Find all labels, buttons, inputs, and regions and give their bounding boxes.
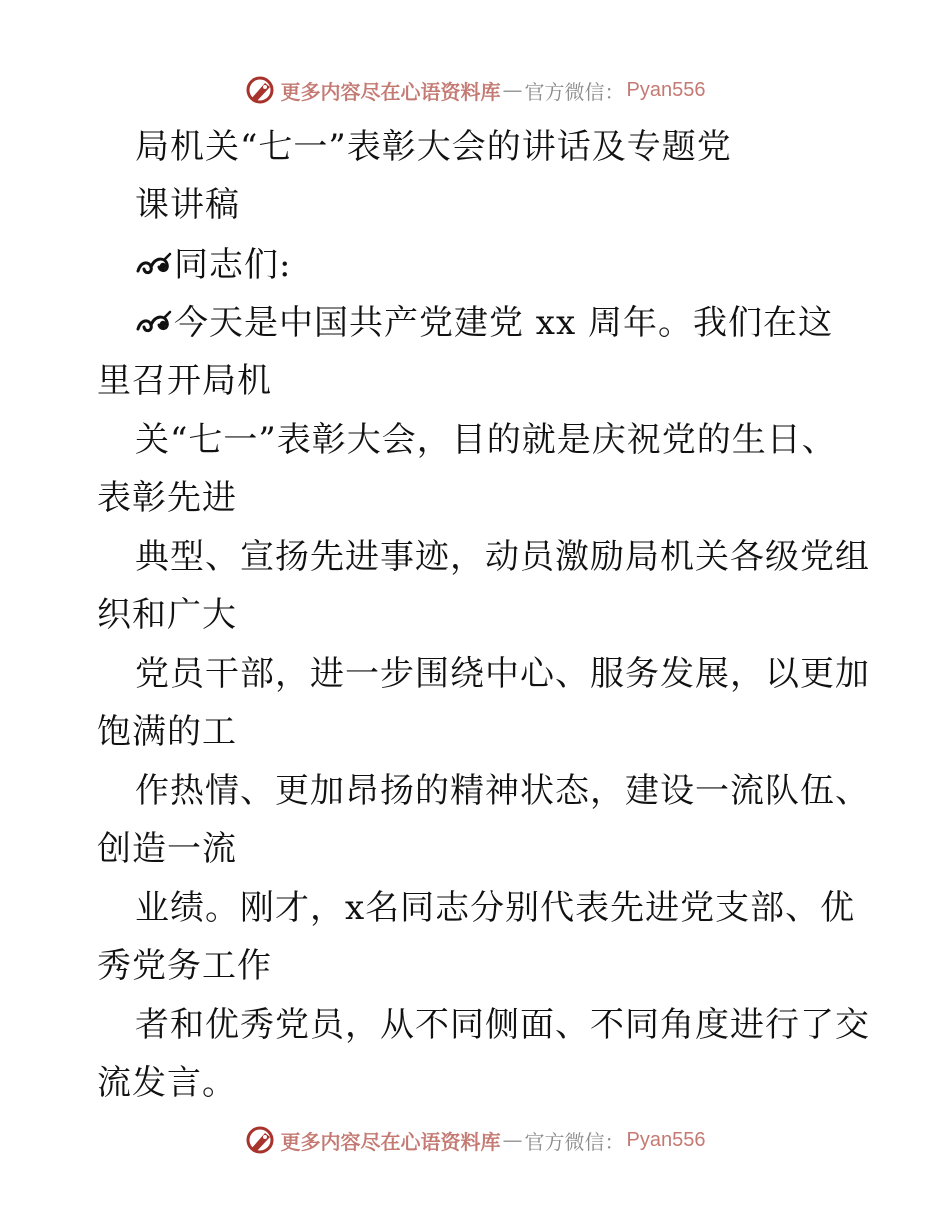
body-line-7: 党员干部，进一步围绕中心、服务发展，以更加	[135, 654, 870, 694]
document-title-line-1: 局机关“七一”表彰大会的讲话及专题党	[135, 127, 732, 167]
body-line-11: 业绩。刚才，x名同志分别代表先进党支部、优	[135, 888, 856, 928]
header-banner	[0, 73, 950, 107]
document-title-line-2: 课讲稿	[135, 185, 240, 225]
body-line-8: 饱满的工	[97, 712, 237, 752]
floral-bullet-icon	[135, 307, 173, 337]
salutation-line	[135, 245, 291, 285]
footer-banner	[0, 1123, 950, 1157]
body-line-3: 关“七一”表彰大会，目的就是庆祝党的生日、	[135, 420, 837, 460]
header-wechat-label: 官方微信：	[524, 79, 625, 104]
header-dash: —	[502, 78, 523, 102]
body-line-1	[135, 303, 833, 343]
body-line-4: 表彰先进	[97, 478, 237, 518]
body-line-5: 典型、宣扬先进事迹，动员激励局机关各级党组	[135, 537, 870, 577]
salutation-text: 同志们:	[174, 245, 292, 285]
footer-dash: —	[502, 1128, 523, 1152]
pen-nib-circle-icon	[245, 75, 275, 105]
body-line-text: 今天是中国共产党建党 xx 周年。我们在这	[174, 303, 833, 343]
body-line-12: 秀党务工作	[97, 946, 272, 986]
header-brand-text: 更多内容尽在心语资料库	[280, 79, 501, 104]
header-account: Pyan556	[626, 78, 706, 101]
footer-wechat-label: 官方微信：	[524, 1129, 625, 1154]
body-line-14: 流发言。	[97, 1063, 237, 1103]
body-line-13: 者和优秀党员，从不同侧面、不同角度进行了交	[135, 1005, 870, 1045]
body-line-2: 里召开局机	[97, 361, 272, 401]
footer-account: Pyan556	[626, 1128, 706, 1151]
body-line-9: 作热情、更加昂扬的精神状态，建设一流队伍、	[135, 771, 870, 811]
floral-bullet-icon	[135, 249, 173, 279]
body-line-10: 创造一流	[97, 829, 237, 869]
body-line-6: 织和广大	[97, 595, 237, 635]
footer-brand-text: 更多内容尽在心语资料库	[280, 1129, 501, 1154]
pen-nib-circle-icon	[245, 1125, 275, 1155]
